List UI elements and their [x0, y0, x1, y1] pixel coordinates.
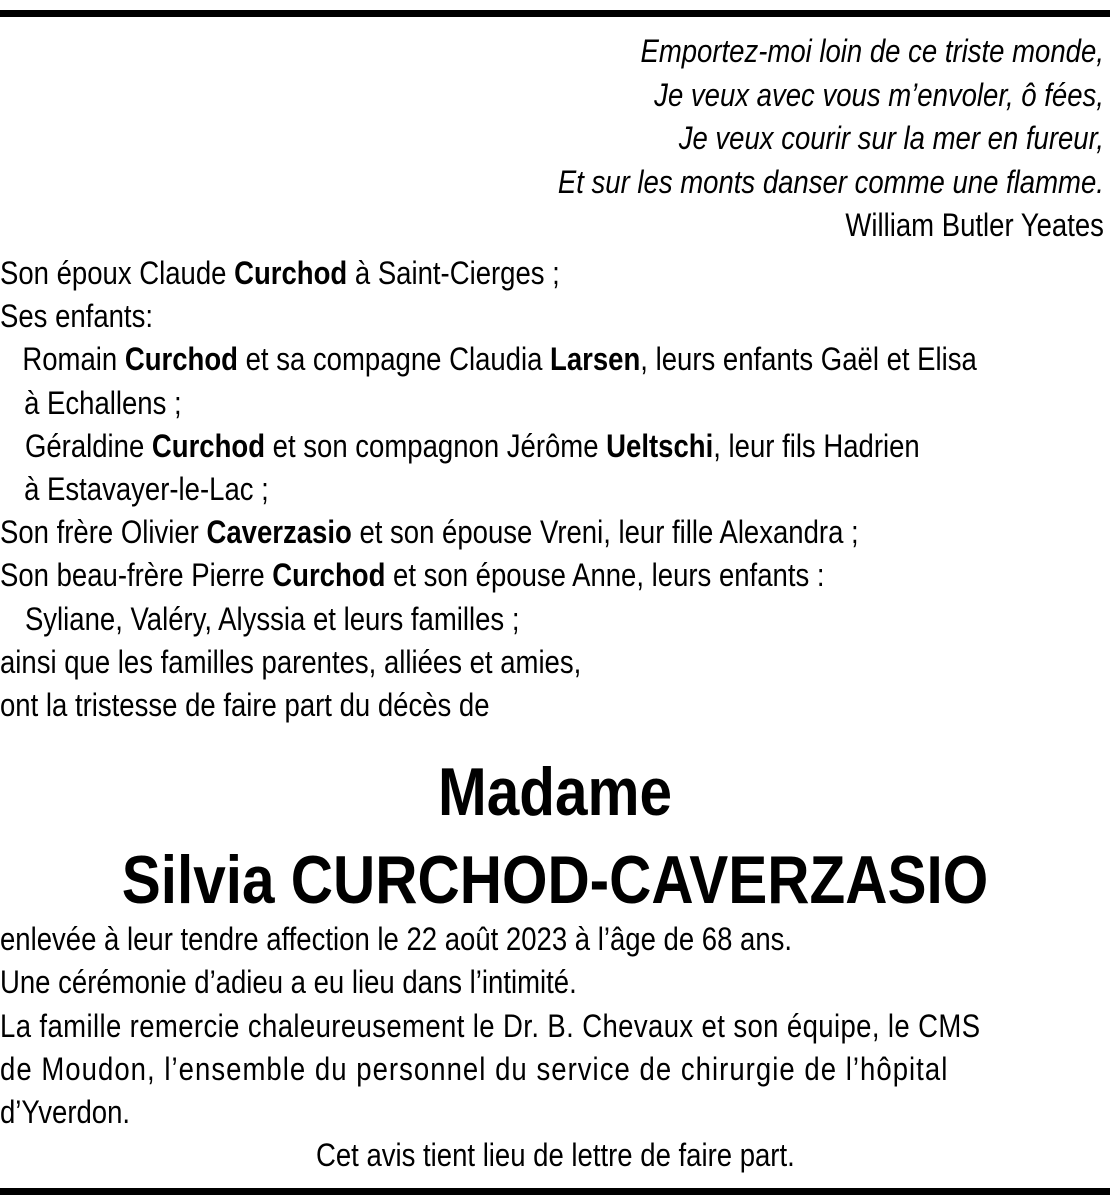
deceased-name-block	[0, 748, 1110, 924]
relatives-line: ainsi que les familles parentes, alliées et amies,	[0, 643, 582, 680]
brother-surname: Caverzasio	[206, 514, 352, 551]
deceased-name: Silvia CURCHOD-CAVERZASIO	[121, 842, 989, 918]
child-prefix: Géraldine	[24, 427, 152, 464]
ceremony-line: Une cérémonie d’adieu a eu lieu dans l’intimité.	[0, 964, 577, 1001]
brother-prefix: Son frère Olivier	[0, 514, 207, 551]
child-suffix: , leur fils Hadrien	[713, 427, 920, 464]
thanks-line: d’Yverdon.	[0, 1094, 131, 1131]
child-place: à Echallens ;	[24, 384, 182, 421]
deceased-title: Madame	[437, 754, 673, 830]
family-list	[0, 252, 977, 727]
poem-verse: Je veux avec vous m’envoler, ô fées,	[654, 76, 1104, 113]
child-prefix: Romain	[22, 341, 125, 378]
partner-surname: Ueltschi	[606, 427, 714, 464]
brother-in-law-surname: Curchod	[272, 557, 386, 594]
brother-line	[0, 511, 977, 554]
children-heading: Ses enfants:	[0, 298, 153, 335]
poem-verse: Et sur les monts danser comme une flamme.	[557, 163, 1104, 200]
details-block	[0, 918, 980, 1134]
death-line: enlevée à leur tendre affection le 22 août 2023 à l’âge de 68 ans.	[0, 921, 793, 957]
spouse-line	[0, 252, 977, 295]
thanks-line: de Moudon, l’ensemble du personnel du service de chirurgie de l’hôpital	[0, 1050, 949, 1087]
poem-author: William Butler Yeates	[845, 207, 1104, 243]
brother-suffix: et son épouse Vreni, leur fille Alexandra ;	[351, 514, 859, 551]
brother-in-law-suffix: et son épouse Anne, leurs enfants :	[385, 557, 825, 594]
brother-in-law-line	[0, 554, 977, 597]
child-place: à Estavayer-le-Lac ;	[24, 471, 269, 508]
epigraph-poem	[558, 30, 1104, 248]
child-surname: Curchod	[151, 427, 266, 464]
brother-in-law-prefix: Son beau-frère Pierre	[0, 557, 273, 594]
spouse-surname: Curchod	[234, 255, 348, 291]
poem-verse: Emportez-moi loin de ce triste monde,	[640, 33, 1104, 69]
child-surname: Curchod	[124, 341, 238, 378]
spouse-suffix: à Saint-Cierges ;	[347, 255, 560, 291]
thanks-line: La famille remercie chaleureusement le Dr. B. Chevaux et son équipe, le CMS	[0, 1007, 981, 1044]
brother-in-law-children: Syliane, Valéry, Alyssia et leurs familles ;	[24, 600, 520, 637]
closing-text: Cet avis tient lieu de lettre de faire part.	[315, 1137, 795, 1173]
child-suffix: , leurs enfants Gaël et Elisa	[640, 341, 977, 378]
child-line	[0, 425, 977, 468]
child-middle: et sa compagne Claudia	[237, 341, 551, 378]
top-border-rule	[0, 10, 1110, 17]
poem-verse: Je veux courir sur la mer en fureur,	[678, 120, 1104, 156]
announcement-line: ont la tristesse de faire part du décès de	[0, 687, 490, 724]
closing-note	[0, 1134, 1110, 1177]
spouse-prefix: Son époux Claude	[0, 255, 235, 291]
bottom-border-rule	[0, 1188, 1110, 1195]
partner-surname: Larsen	[550, 341, 641, 378]
child-line	[0, 338, 977, 381]
child-middle: et son compagnon Jérôme	[265, 427, 607, 464]
